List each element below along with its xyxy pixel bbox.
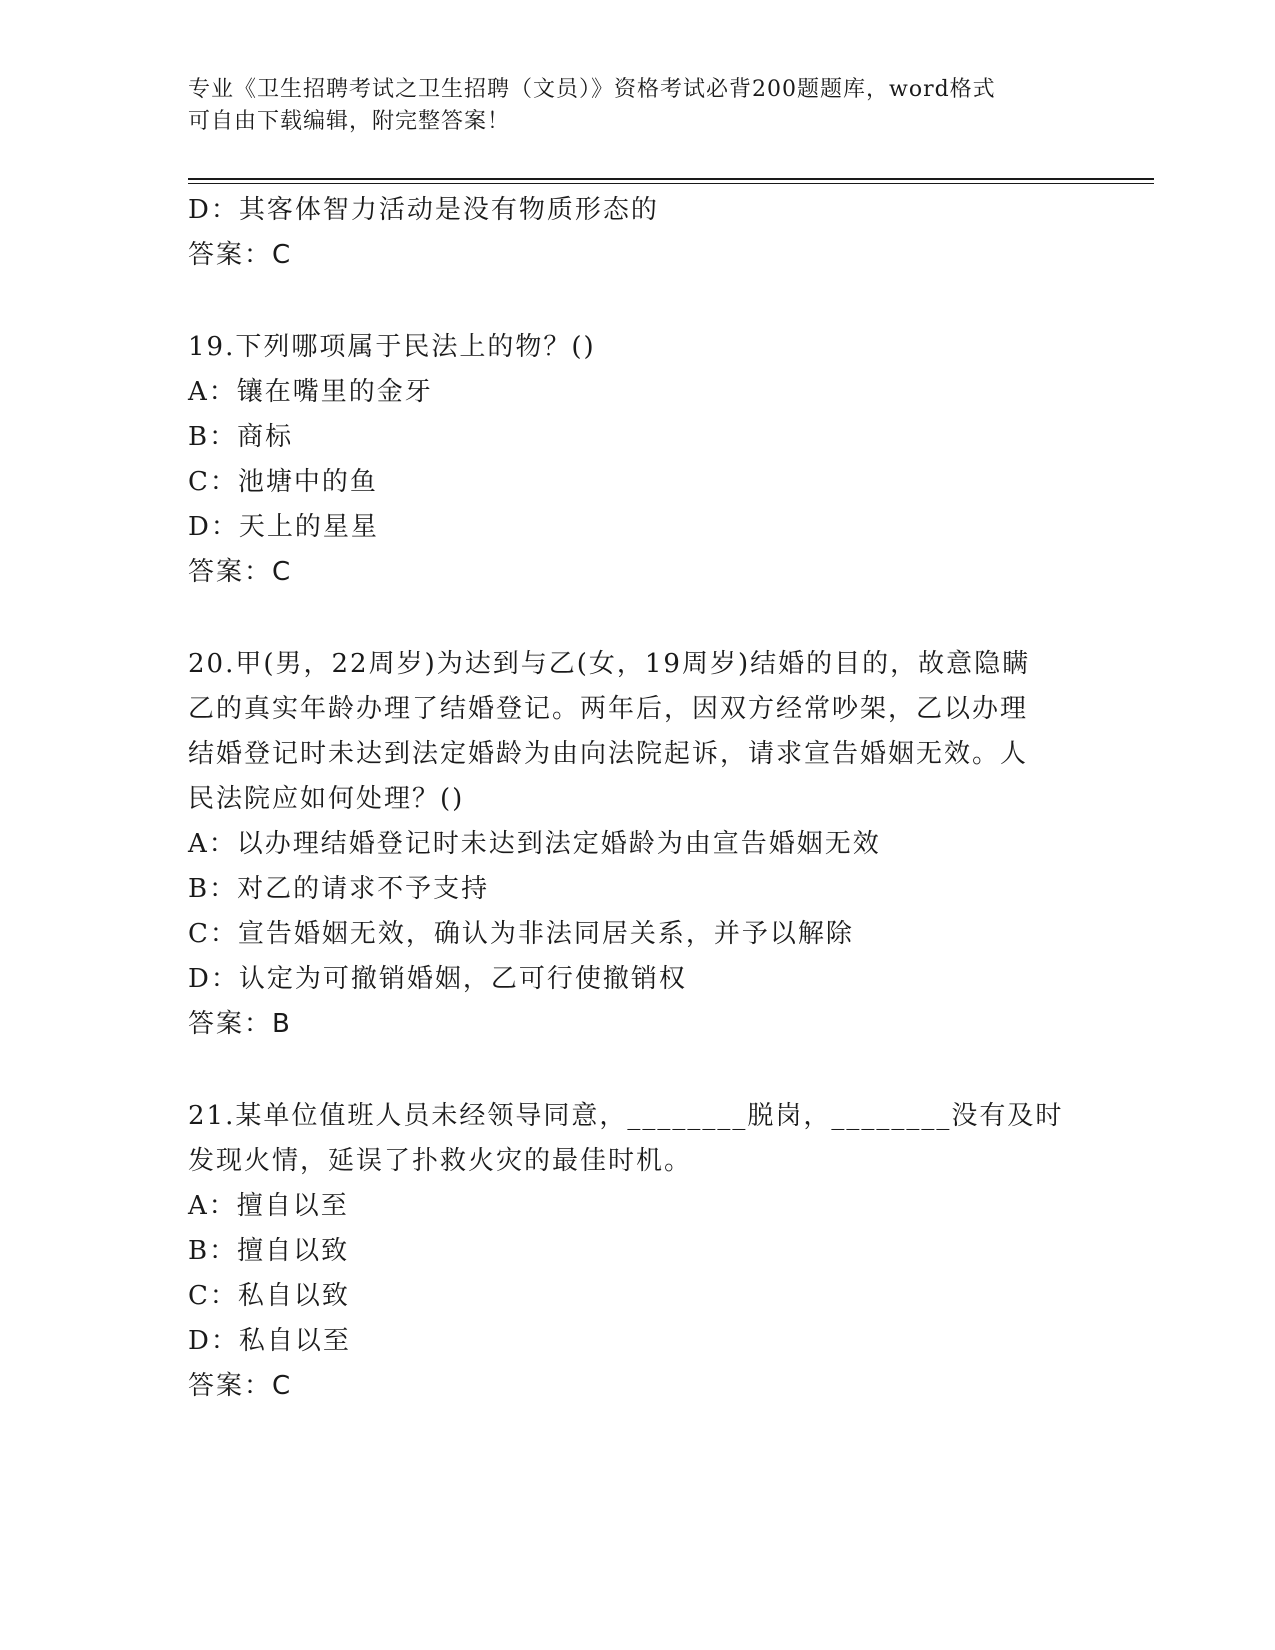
question-stem-line-4: 民法院应如何处理？() (188, 784, 465, 814)
option-d: D：私自以至 (188, 1326, 351, 1356)
question-stem-line-1: 21.某单位值班人员未经领导同意，________脱岗，________没有及时 (188, 1101, 1064, 1131)
question-spacer (188, 1047, 1088, 1094)
option-a: A：擅自以至 (188, 1191, 349, 1221)
option-a: A：以办理结婚登记时未达到法定婚龄为由宣告婚姻无效 (188, 829, 881, 859)
question-21 (188, 1094, 1088, 1409)
header-title-line-2: 可自由下载编辑，附完整答案！ (188, 109, 511, 134)
question-stem-line-3: 结婚登记时未达到法定婚龄为由向法院起诉，请求宣告婚姻无效。人 (188, 739, 1029, 769)
answer-label: 答案：C (188, 557, 293, 587)
question-20 (188, 642, 1088, 1047)
option-a: A：镶在嘴里的金牙 (188, 377, 433, 407)
option-c: C：私自以致 (188, 1281, 350, 1311)
header-divider-thick (188, 178, 1154, 180)
question-stem: 19.下列哪项属于民法上的物？() (188, 332, 596, 362)
answer-label: 答案：C (188, 1371, 293, 1401)
question-spacer (188, 278, 1088, 325)
option-b: B：商标 (188, 422, 294, 452)
option-c: C：宣告婚姻无效，确认为非法同居关系，并予以解除 (188, 919, 854, 949)
question-spacer (188, 595, 1088, 642)
question-list (188, 188, 1088, 1409)
question-stem-line-2: 乙的真实年龄办理了结婚登记。两年后，因双方经常吵架，乙以办理 (188, 694, 1029, 724)
document-header (188, 74, 1068, 138)
option-d: D：天上的星星 (188, 512, 379, 542)
option-c: C：池塘中的鱼 (188, 467, 378, 497)
header-title-line-1: 专业《卫生招聘考试之卫生招聘（文员）》资格考试必背200题题库，word格式 (188, 77, 996, 102)
question-19 (188, 325, 1088, 595)
question-stem-line-2: 发现火情，延误了扑救火灾的最佳时机。 (188, 1146, 693, 1176)
answer-label: 答案：C (188, 240, 293, 270)
question-18-tail (188, 188, 1088, 278)
option-b: B：擅自以致 (188, 1236, 350, 1266)
option-d: D：认定为可撤销婚姻，乙可行使撤销权 (188, 964, 687, 994)
option-d: D：其客体智力活动是没有物质形态的 (188, 195, 659, 225)
question-stem-line-1: 20.甲(男，22周岁)为达到与乙(女，19周岁)结婚的目的，故意隐瞒 (188, 649, 1031, 679)
header-divider-thin (188, 183, 1154, 184)
answer-label: 答案：B (188, 1009, 292, 1039)
option-b: B：对乙的请求不予支持 (188, 874, 490, 904)
